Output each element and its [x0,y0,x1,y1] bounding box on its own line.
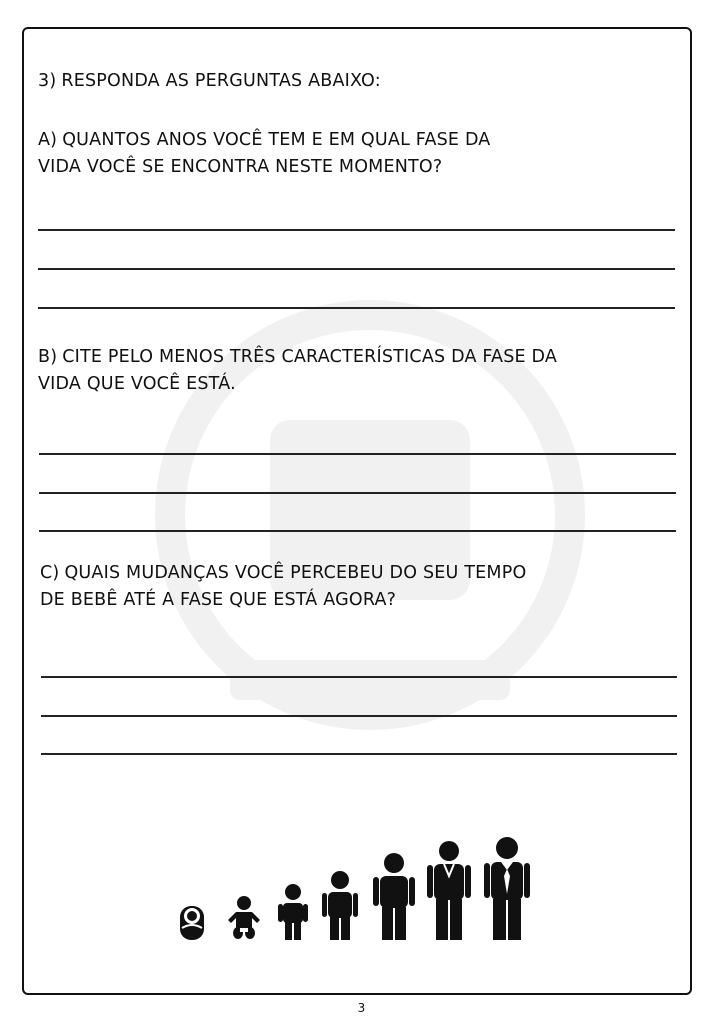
answer-line-c-1[interactable] [41,676,677,678]
question-a-letter: A) [38,130,58,150]
answer-line-c-2[interactable] [41,715,677,717]
answer-line-c-3[interactable] [41,753,677,755]
exercise-number: 3) [38,71,57,91]
baby-icon [228,896,260,939]
question-b-line-1 [38,344,557,371]
answer-line-a-3[interactable] [38,307,675,309]
answer-line-b-2[interactable] [39,492,676,494]
teenager-icon [373,853,415,940]
question-b-text-2: VIDA QUE VOCÊ ESTÁ. [38,374,236,394]
answer-line-a-1[interactable] [38,229,675,231]
life-stages-icon [176,836,536,944]
question-b-letter: B) [38,347,58,367]
older-child-icon [322,871,358,940]
exercise-heading [38,71,381,91]
newborn-icon [180,906,204,940]
exercise-instruction: RESPONDA AS PERGUNTAS ABAIXO: [61,71,381,91]
page-number: 3 [357,1001,366,1015]
question-b [38,344,557,398]
question-b-text-1: CITE PELO MENOS TRÊS CARACTERÍSTICAS DA FASE DA [62,347,558,367]
question-a-text-1: QUANTOS ANOS VOCÊ TEM E EM QUAL FASE DA [62,130,491,150]
question-c-text-1: QUAIS MUDANÇAS VOCÊ PERCEBEU DO SEU TEMPO [64,563,527,583]
answer-line-b-3[interactable] [39,530,676,532]
question-c-text-2: DE BEBÊ ATÉ A FASE QUE ESTÁ AGORA? [40,590,397,610]
answer-line-b-1[interactable] [39,453,676,455]
adult-icon [484,837,530,940]
young-adult-icon [427,841,471,940]
question-a [38,127,490,181]
question-c-letter: C) [40,563,60,583]
answer-line-a-2[interactable] [38,268,675,270]
question-c-line-1 [40,560,526,587]
question-a-line-1 [38,127,490,154]
child-icon [278,884,308,940]
question-a-text-2: VIDA VOCÊ SE ENCONTRA NESTE MOMENTO? [38,157,443,177]
question-c [40,560,526,614]
